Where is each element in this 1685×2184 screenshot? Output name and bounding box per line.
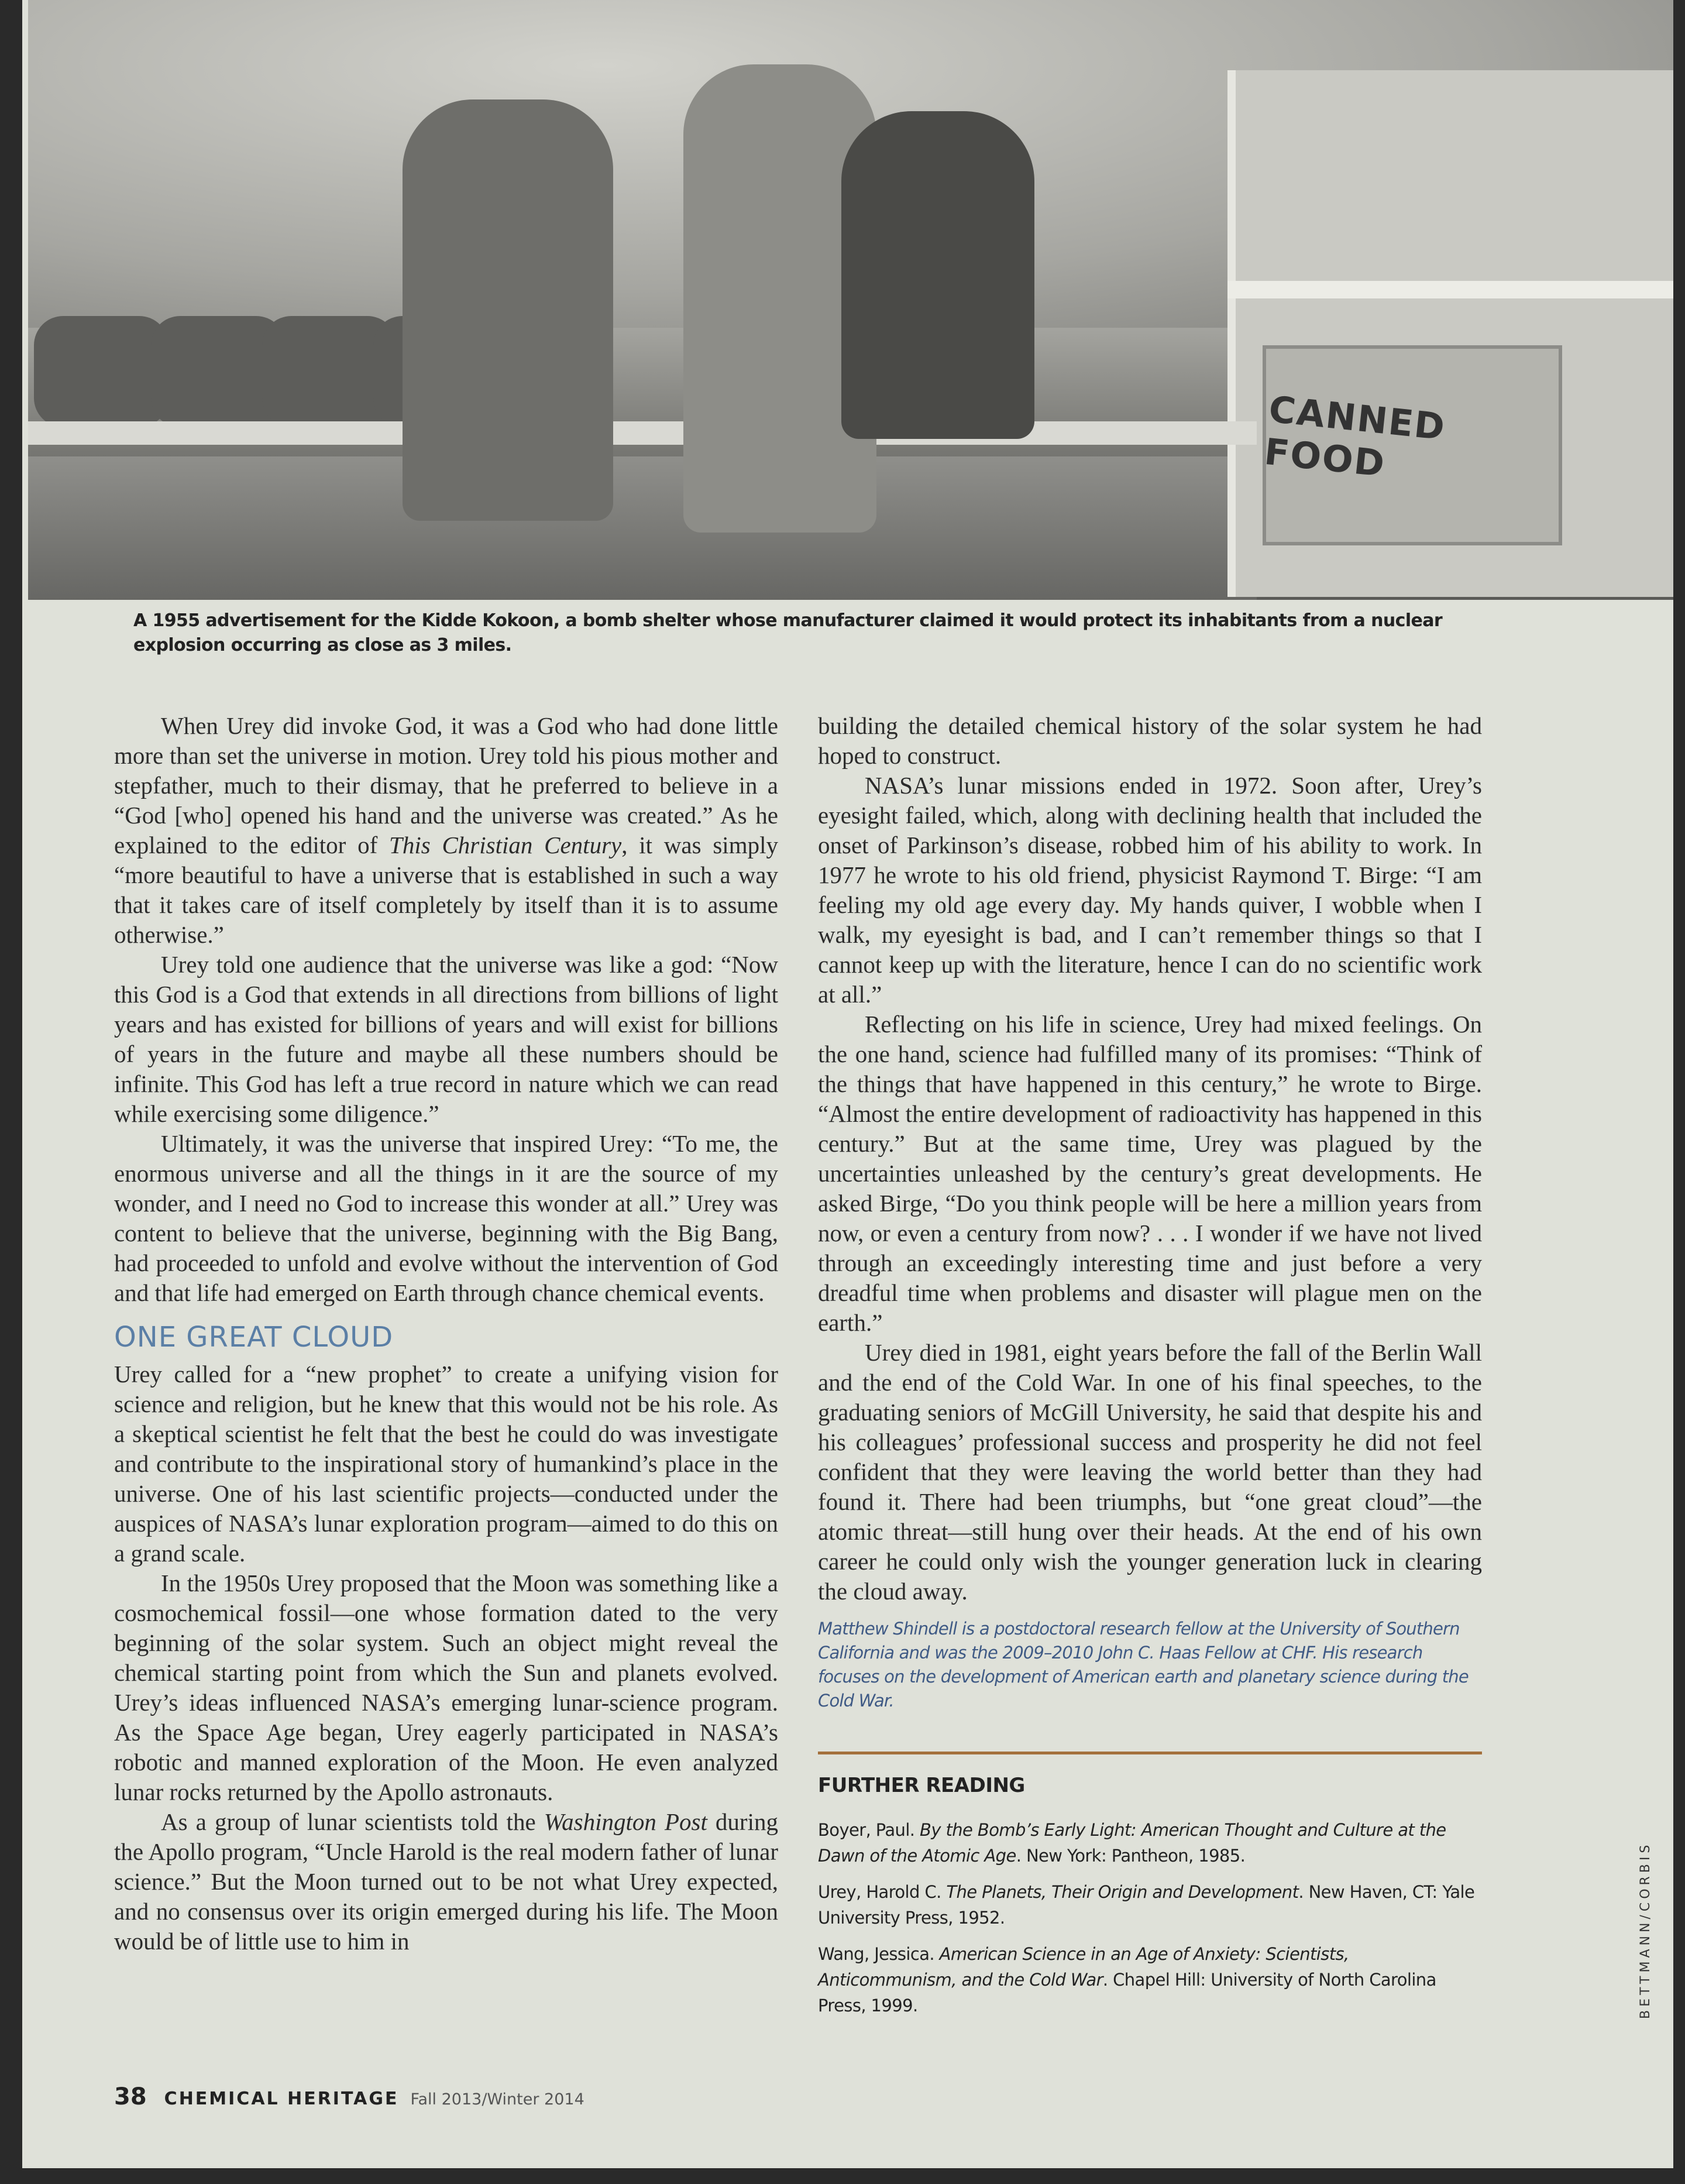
ref-author: Boyer, Paul. [818,1820,920,1840]
paragraph: Urey died in 1981, eight years before the fall of the Berlin Wall and the end of the Cold War. In one of his final speeches, to the graduating seniors of McGill University, he said that despite his and his colleagues’ professional success and prosperity he did not feel confident that they were leaving the world better than they had found it. There had been triumphs, but “one great cloud”—the atomic threat—still hung over their heads. At the end of his own career he could only wish the younger generation luck in clearing the cloud away. [818,1339,1482,1605]
paragraph: NASA’s lunar missions ended in 1972. Soon after, Urey’s eyesight failed, which, along with declining health that included the onset of Parkinson’s disease, robbed him of his ability to work. In 1977 he wrote to his old friend, physicist Raymond T. Birge: “I am feeling my old age every day. My hands quiver, I wobble when I walk, my eyesight is bad, and I can’t remember things so that I cannot keep up with the literature, hence I can do no scientific work at all.” [818,772,1482,1008]
ref-title: American Science in an Age of Anxiety: Scientists, Anticommunism, and the Cold War [818,1944,1349,1990]
paragraph: In the 1950s Urey proposed that the Moon was something like a cosmochemical fossil—one whose formation dated to the very beginning of the solar system. Such an object might reveal the chemical starting point from which the Sun and planets evolved. Urey’s ideas influenced NASA’s emerging lunar-science program. As the Space Age began, Urey eagerly participated in NASA’s robotic and manned exploration of the Moon. He even analyzed lunar rocks returned by the Apollo astronauts. [114,1570,778,1805]
ref-title: By the Bomb’s Early Light: American Thought and Culture at the Dawn of the Atomic Age [818,1820,1446,1866]
bench [28,421,1257,445]
shelter-floor [28,456,1257,600]
photo-caption: A 1955 advertisement for the Kidde Kokoon, a bomb shelter whose manufacturer claimed it would protect its inhabitants from a nuclear explosion occurring as close as 3 miles. [133,610,1443,655]
man-figure [403,99,613,521]
paragraph [114,711,778,950]
publication-title: This Christian Century [389,832,622,859]
right-column [818,711,1482,2029]
ref-publisher: . New York: Pantheon, 1985. [1016,1846,1246,1866]
author-bio: Matthew Shindell is a postdoctoral research fellow at the University of Southern California and was the 2009–2010 John C. Haas Fellow at CHF. His research focuses on the development of American earth and planetary science during the Cold War. [818,1619,1469,1711]
page-footer [114,2083,584,2110]
reference-item [818,1879,1482,1931]
paragraph: building the detailed chemical history of the solar system he had hoped to construct. [818,712,1482,769]
reference-item [818,1817,1482,1869]
paragraph: Reflecting on his life in science, Urey had mixed feelings. On the one hand, science had fulfilled many of its promises: “Think of the things that have happened in this century,” he wrote to Birge. “Almost the entire development of radioactivity has happened in this century.” But at the same time, Urey was plagued by the uncertainties unleashed by the century’s great developments. He asked Birge, “Do you think people will be here a million years from now, or even a century from now? . . . I wonder if we have not lived through an exceedingly interesting time and just before a very dreadful time when problems and disaster will plague men on the earth.” [818,1011,1482,1336]
ref-author: Wang, Jessica. [818,1944,940,1964]
paragraph: Urey called for a “new prophet” to create a unifying vision for science and religion, but he knew that this would not be his role. As a skeptical scientist he felt that the best he could do was investigate and contribute to the inspirational story of humankind’s place in the universe. One of his last scientific projects—conducted under the auspices of NASA’s lunar exploration program—aimed to do this on a grand scale. [114,1361,778,1567]
shelf-board [1227,281,1673,298]
girl-figure [841,111,1034,439]
magazine-name: CHEMICAL HERITAGE [164,2089,399,2109]
text: When Urey did invoke God, it was a God who had done little more than set the universe in motion. Urey told his pious mother and stepfather, much to their dismay, that he preferred to believe in a “God [who] opened his hand and the universe was created.” As he explained to the editor of [114,712,778,859]
crate-label: CANNED FOOD [1262,387,1448,486]
divider [818,1752,1482,1754]
ref-title: The Planets, Their Origin and Development [946,1882,1299,1902]
page-number: 38 [114,2083,147,2110]
publication-title: Washington Post [544,1808,707,1835]
ref-publisher: . Chapel Hill: University of North Carolina Press, 1999. [818,1970,1436,2015]
ref-author: Urey, Harold C. [818,1882,947,1902]
text: As a group of lunar scientists told the [161,1808,544,1835]
photo-credit: BETTMANN/CORBIS [1638,1841,1653,2019]
paragraph: Ultimately, it was the universe that inspired Urey: “To me, the enormous universe and all the things in it are the source of my wonder, and I need no God to increase this wonder at all.” Urey was content to believe that the universe, beginning with the Big Bang, had proceeded to unfold and evolve without the intervention of God and that life had emerged on Earth through chance chemical events. [114,1130,778,1306]
paragraph [114,1807,778,1956]
further-reading-heading: FURTHER READING [818,1774,1025,1797]
cushion [34,316,168,427]
section-heading: ONE GREAT CLOUD [114,1321,394,1354]
left-column [114,711,778,1956]
bomb-shelter-photo [28,0,1673,600]
reference-item [818,1941,1482,2018]
canned-food-crate [1263,345,1562,545]
issue-date: Fall 2013/Winter 2014 [410,2090,584,2109]
text: , it was simply “more beautiful to have a universe that is established in such a way that it takes care of itself completely by itself than it is to assume otherwise.” [114,832,778,948]
paragraph: Urey told one audience that the universe was like a god: “Now this God is a God that extends in all directions from billions of light years and has existed for billions of years and will exist for billions of years in the future and maybe all these numbers should be infinite. This God has left a true record in nature which we can read while exercising some diligence.” [114,951,778,1127]
ref-publisher: . New Haven, CT: Yale University Press, 1952. [818,1882,1475,1928]
text: during the Apollo program, “Uncle Harold is the real modern father of lunar science.” But the Moon turned out to be not what Urey expected, and no consensus over its origin emerged during his life. The Moon would be of little use to him in [114,1808,778,1955]
